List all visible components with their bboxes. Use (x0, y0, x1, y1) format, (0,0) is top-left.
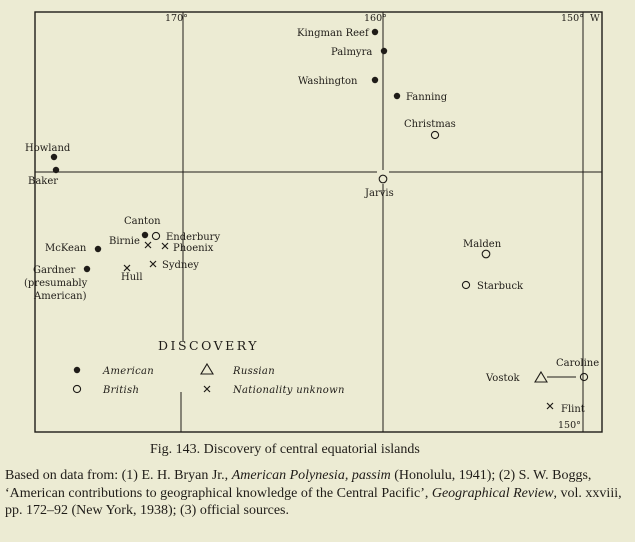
legend-unknown-label: Nationality unknown (233, 385, 345, 396)
legend-american-icon (74, 367, 80, 373)
marker-jarvis (379, 175, 387, 183)
marker-kingman-reef (372, 29, 378, 35)
label-mckean: McKean (45, 243, 87, 254)
marker-baker (53, 167, 59, 173)
marker-palmyra (381, 48, 387, 54)
legend-british-label: British (103, 385, 140, 396)
source-note (5, 467, 630, 520)
label-christmas: Christmas (404, 119, 456, 130)
source-work-1: American Polynesia, passim (231, 468, 391, 483)
legend-russian-label: Russian (233, 366, 275, 377)
label-phoenix: Phoenix (173, 243, 214, 254)
label-gardner-note-1: (presumably (24, 278, 88, 289)
label-gardner-note-2: American) (34, 291, 87, 302)
label-enderbury: Enderbury (166, 232, 221, 243)
label-flint: Flint (561, 404, 585, 415)
source-after-journal: , vol. xxviii, pp. 172–92 (New York, 1938); (3) official sources. (5, 485, 622, 518)
meridian-label-150: 150° (561, 13, 584, 24)
label-baker: Baker (28, 176, 59, 187)
meridian-label-160: 160° (364, 13, 387, 24)
marker-caroline (580, 373, 587, 380)
meridian-label-170: 170° (165, 13, 188, 24)
marker-enderbury (152, 232, 159, 239)
marker-christmas (431, 131, 438, 138)
label-gardner: Gardner (33, 265, 76, 276)
marker-sydney (150, 261, 156, 267)
label-caroline: Caroline (556, 358, 600, 369)
label-vostok: Vostok (486, 373, 520, 384)
label-jarvis: Jarvis (365, 188, 394, 199)
source-intro: Based on data from: (1) E. H. Bryan Jr., (5, 468, 232, 483)
legend-unknown-icon (204, 386, 210, 392)
figure-caption: Fig. 143. Discovery of central equatorial islands (150, 442, 420, 457)
marker-howland (51, 154, 57, 160)
label-kingman-reef: Kingman Reef (297, 28, 369, 39)
marker-mckean (95, 246, 101, 252)
label-malden: Malden (463, 239, 502, 250)
map-title: DISCOVERY (158, 338, 260, 353)
island-labels (24, 28, 599, 415)
marker-washington (372, 77, 378, 83)
legend-british-icon (73, 385, 80, 392)
label-starbuck: Starbuck (477, 281, 524, 292)
label-palmyra: Palmyra (331, 47, 373, 58)
meridian-label-150-bottom: 150° (558, 420, 581, 431)
label-hull: Hull (121, 272, 143, 283)
marker-phoenix (162, 243, 168, 249)
label-canton: Canton (124, 216, 161, 227)
label-howland: Howland (25, 143, 71, 154)
marker-malden (482, 250, 490, 258)
source-journal: Geographical Review (431, 485, 554, 501)
marker-gardner (84, 266, 90, 272)
label-sydney: Sydney (162, 260, 199, 271)
marker-canton (142, 232, 148, 238)
legend (73, 338, 344, 396)
marker-fanning (394, 93, 400, 99)
source-after-work-1: (Honolulu, 1941); (2) S. W. Boggs, ‘American contributions to geographical knowledge of the Central Pacific’, (5, 468, 592, 501)
marker-flint (547, 403, 553, 409)
label-washington: Washington (298, 76, 358, 87)
marker-hull (124, 265, 130, 271)
marker-birnie (145, 242, 151, 248)
label-birnie: Birnie (109, 236, 140, 247)
marker-vostok (535, 372, 547, 382)
legend-american-label: American (103, 366, 155, 377)
marker-starbuck (462, 281, 469, 288)
legend-russian-icon (201, 364, 213, 374)
meridian-label-west: W (590, 13, 600, 24)
label-fanning: Fanning (406, 92, 448, 103)
